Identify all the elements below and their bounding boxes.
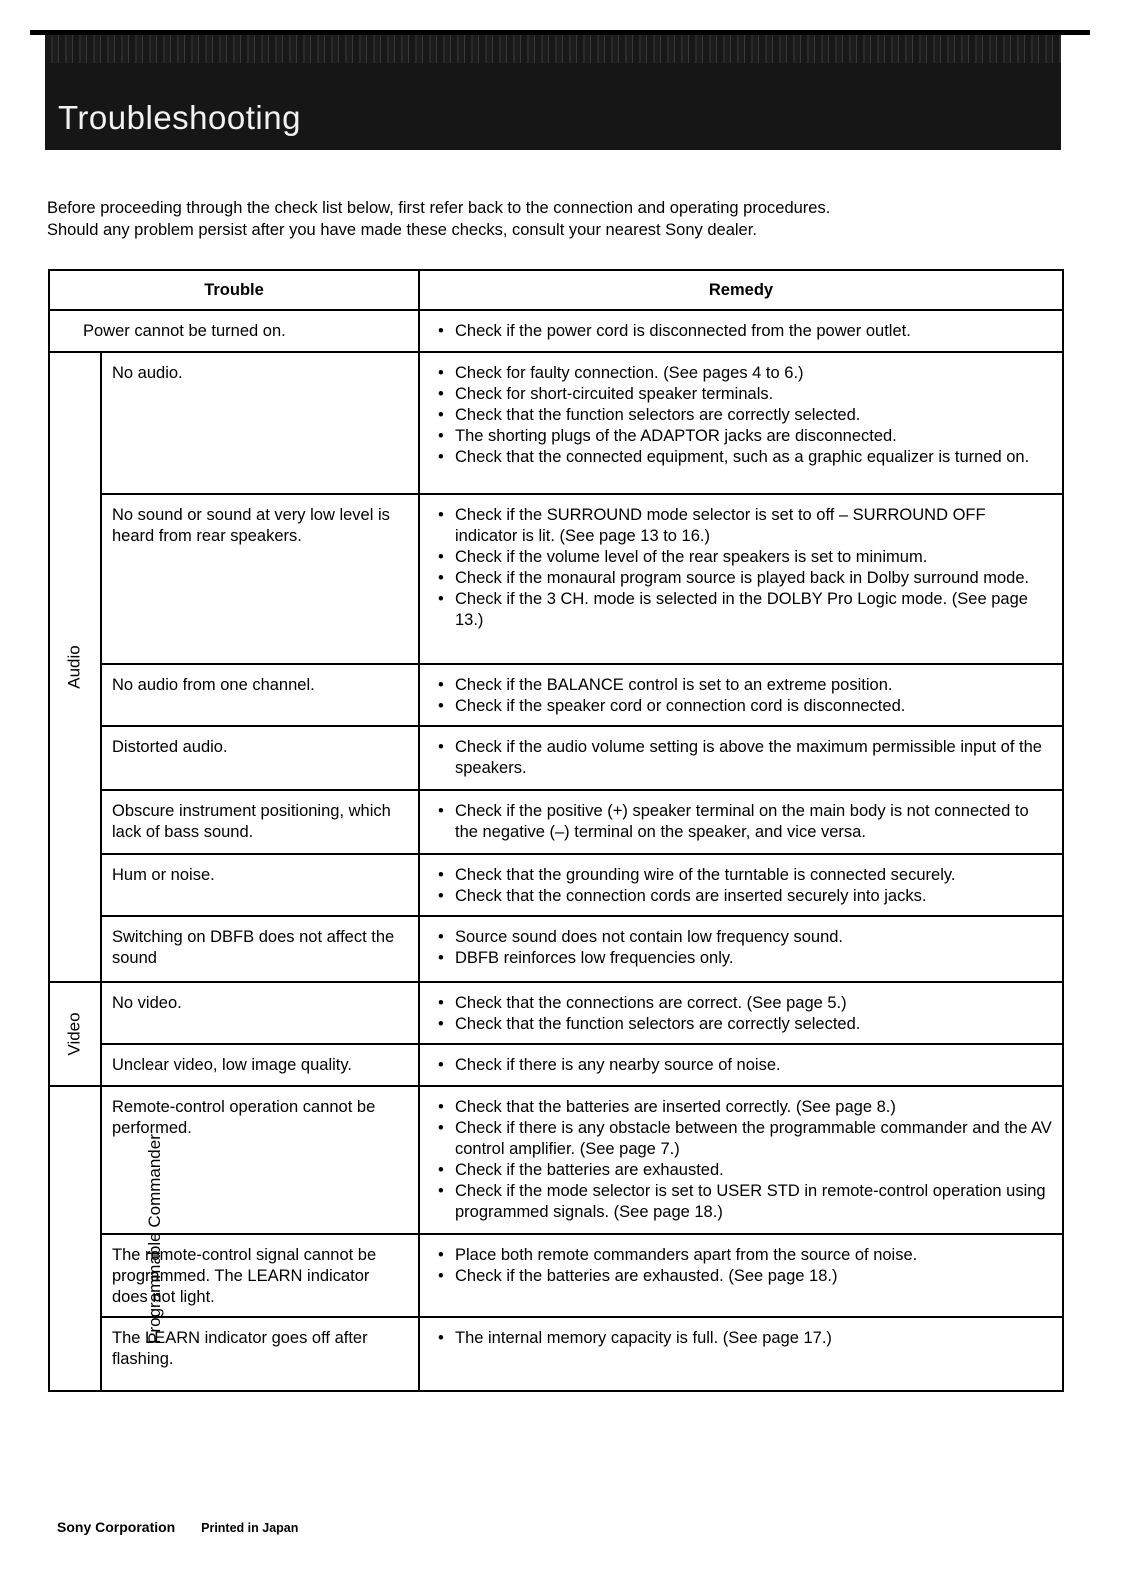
category-cell	[49, 352, 101, 982]
remedy-item: • The shorting plugs of the ADAPTOR jacks are disconnected.	[438, 426, 1052, 447]
trouble-text: Hum or noise.	[112, 866, 215, 884]
category-label: Audio	[64, 645, 84, 689]
table-row	[49, 1044, 1063, 1086]
remedy-list	[420, 665, 1062, 725]
trouble-cell	[101, 726, 419, 790]
trouble-cell	[101, 916, 419, 982]
table-row	[49, 352, 1063, 494]
trouble-text: No audio.	[112, 364, 183, 382]
remedy-item: • Check if the batteries are exhausted.	[438, 1160, 1052, 1181]
trouble-column-header: Trouble	[49, 270, 419, 310]
banner-texture	[45, 35, 1061, 63]
trouble-text: Obscure instrument positioning, which lack of bass sound.	[112, 802, 391, 841]
remedy-item: • Source sound does not contain low frequency sound.	[438, 927, 1052, 948]
remedy-cell	[419, 664, 1063, 726]
table-row	[49, 854, 1063, 916]
remedy-item: • Check if the monaural program source is played back in Dolby surround mode.	[438, 568, 1052, 589]
remedy-item: • Check if the power cord is disconnected from the power outlet.	[438, 321, 1052, 342]
remedy-item: • DBFB reinforces low frequencies only.	[438, 948, 1052, 969]
footer-printed: Printed in Japan	[201, 1521, 299, 1535]
table-row	[49, 310, 1063, 352]
table-row	[49, 1317, 1063, 1391]
remedy-item: • Check if the BALANCE control is set to an extreme position.	[438, 675, 1052, 696]
troubleshooting-table	[48, 269, 1064, 1392]
trouble-cell	[101, 982, 419, 1044]
remedy-cell	[419, 726, 1063, 790]
page-banner	[45, 35, 1061, 150]
remedy-cell	[419, 916, 1063, 982]
remedy-item: • The internal memory capacity is full. (See page 17.)	[438, 1328, 1052, 1349]
remedy-item: • Check that the connections are correct. (See page 5.)	[438, 993, 1052, 1014]
table-row	[49, 916, 1063, 982]
table-row	[49, 726, 1063, 790]
trouble-text: Distorted audio.	[112, 738, 228, 756]
remedy-list	[420, 311, 1062, 350]
remedy-list	[420, 983, 1062, 1043]
page-title: Troubleshooting	[58, 99, 301, 136]
remedy-item: • Check if there is any nearby source of noise.	[438, 1055, 1052, 1076]
remedy-list	[420, 791, 1062, 851]
remedy-cell	[419, 1086, 1063, 1234]
remedy-item: • Check if the audio volume setting is above the maximum permissible input of the speakers.	[438, 737, 1052, 779]
table-row	[49, 494, 1063, 664]
remedy-cell	[419, 1317, 1063, 1391]
remedy-list	[420, 1087, 1062, 1231]
category-cell	[49, 1086, 164, 1391]
trouble-cell	[101, 664, 419, 726]
trouble-text: Power cannot be turned on.	[83, 322, 286, 340]
remedy-list	[420, 727, 1062, 787]
trouble-text: No video.	[112, 994, 182, 1012]
trouble-cell	[101, 1044, 419, 1086]
trouble-cell	[101, 352, 419, 494]
remedy-cell	[419, 352, 1063, 494]
table-row	[49, 982, 1063, 1044]
remedy-cell	[419, 1044, 1063, 1086]
remedy-item: • Check if the positive (+) speaker terminal on the main body is not connected to the negative (–) terminal on the speaker, and vice versa.	[438, 801, 1052, 843]
remedy-cell	[419, 310, 1063, 352]
remedy-item: • Check that the function selectors are correctly selected.	[438, 405, 1052, 426]
trouble-cell	[101, 790, 419, 854]
remedy-item: • Check if the 3 CH. mode is selected in the DOLBY Pro Logic mode. (See page 13.)	[438, 589, 1052, 631]
footer	[57, 1519, 298, 1535]
category-label: Video	[65, 1012, 84, 1056]
remedy-item: • Check if there is any obstacle between the programmable commander and the AV control amplifier. (See page 7.)	[438, 1118, 1052, 1160]
remedy-cell	[419, 854, 1063, 916]
remedy-list	[420, 917, 1062, 977]
remedy-list	[420, 1045, 1062, 1084]
remedy-item: • Check if the volume level of the rear speakers is set to minimum.	[438, 547, 1052, 568]
remedy-item: • Check that the batteries are inserted correctly. (See page 8.)	[438, 1097, 1052, 1118]
remedy-cell	[419, 494, 1063, 664]
trouble-cell	[49, 310, 419, 352]
remedy-item: • Check that the connected equipment, such as a graphic equalizer is turned on.	[438, 447, 1052, 468]
trouble-cell	[101, 854, 419, 916]
remedy-cell	[419, 790, 1063, 854]
remedy-item: • Check if the batteries are exhausted. (See page 18.)	[438, 1266, 1052, 1287]
trouble-text: No audio from one channel.	[112, 676, 315, 694]
trouble-text: Switching on DBFB does not affect the sound	[112, 928, 395, 967]
remedy-cell	[419, 1234, 1063, 1317]
remedy-item: • Check that the function selectors are correctly selected.	[438, 1014, 1052, 1035]
table-row	[49, 1086, 1063, 1234]
remedy-item: • Check if the speaker cord or connection cord is disconnected.	[438, 696, 1052, 717]
intro-paragraph: Before proceeding through the check list below, first refer back to the connection and operating procedures. Should any problem persist after you have made these checks, consult your nearest Sony dealer.	[47, 199, 831, 239]
remedy-item: • Place both remote commanders apart from the source of noise.	[438, 1245, 1052, 1266]
table-row	[49, 1234, 1063, 1317]
remedy-column-header: Remedy	[419, 270, 1063, 310]
table-row	[49, 664, 1063, 726]
remedy-cell	[419, 982, 1063, 1044]
table-row	[49, 790, 1063, 854]
remedy-list	[420, 495, 1062, 639]
table-header-row	[49, 270, 1063, 310]
trouble-cell	[101, 494, 419, 664]
category-label: Programmable Commander	[144, 1133, 164, 1344]
remedy-item: • Check that the grounding wire of the turntable is connected securely.	[438, 865, 1052, 886]
remedy-item: • Check for faulty connection. (See pages 4 to 6.)	[438, 363, 1052, 384]
remedy-item: • Check that the connection cords are inserted securely into jacks.	[438, 886, 1052, 907]
remedy-list	[420, 1318, 1062, 1357]
remedy-list	[420, 353, 1062, 476]
remedy-list	[420, 855, 1062, 915]
remedy-item: • Check for short-circuited speaker terminals.	[438, 384, 1052, 405]
trouble-text: Unclear video, low image quality.	[112, 1056, 352, 1074]
remedy-list	[420, 1235, 1062, 1295]
category-cell	[49, 982, 101, 1086]
remedy-item: • Check if the SURROUND mode selector is set to off – SURROUND OFF indicator is lit. (See page 13 to 16.)	[438, 505, 1052, 547]
trouble-text: The remote-control signal cannot be programmed. The LEARN indicator does not light.	[112, 1246, 377, 1306]
trouble-text: The LEARN indicator goes off after flashing.	[112, 1329, 368, 1368]
trouble-text: Remote-control operation cannot be performed.	[112, 1098, 376, 1137]
footer-company: Sony Corporation	[57, 1519, 176, 1535]
remedy-item: • Check if the mode selector is set to USER STD in remote-control operation using programmed signals. (See page 18.)	[438, 1181, 1052, 1223]
trouble-text: No sound or sound at very low level is heard from rear speakers.	[112, 506, 390, 545]
